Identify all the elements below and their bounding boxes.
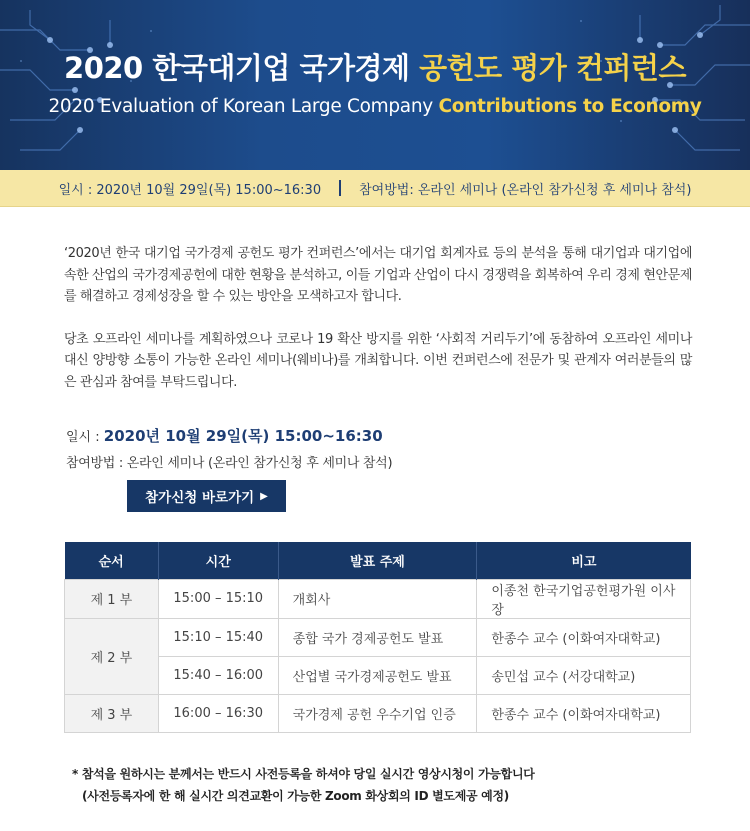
- header-order: 순서: [65, 542, 159, 579]
- time-cell: 15:10 – 15:40: [158, 618, 278, 656]
- table-row: [65, 618, 691, 656]
- table-row: [65, 656, 691, 694]
- infobar-date: 일시 : 2020년 10월 29일(목) 15:00~16:30: [58, 182, 322, 198]
- time-cell: 15:00 – 15:10: [158, 579, 278, 618]
- topic-cell: 개회사: [278, 579, 477, 618]
- note-cell: 이종천 한국기업공헌평가원 이사장: [477, 579, 691, 618]
- table-header-row: [65, 542, 691, 579]
- table-row: [65, 694, 691, 732]
- note-cell: 한종수 교수 (이화여자대학교): [477, 618, 691, 656]
- topic-cell: 산업별 국가경제공헌도 발표: [278, 656, 477, 694]
- session-cell: 제 3 부: [65, 694, 159, 732]
- register-button[interactable]: [127, 480, 286, 512]
- schedule-table: [64, 542, 691, 733]
- register-button-label: 참가신청 바로가기: [145, 490, 255, 506]
- page-subtitle: [0, 96, 750, 117]
- participation-method: 참여방법 : 온라인 세미나 (온라인 참가신청 후 세미나 참석): [66, 456, 393, 471]
- time-cell: 16:00 – 16:30: [158, 694, 278, 732]
- title-prefix: 2020 한국대기업 국가경제: [64, 51, 420, 85]
- intro-paragraph-1: ‘2020년 한국 대기업 국가경제 공헌도 평가 컨퍼런스’에서는 대기업 회계자료 등의 분석을 통해 대기업과 대기업에 속한 산업의 국가경제공헌에 대한 현황을 분석하고, 이들 기업과 산업이 다시 경쟁력을 회복하여 우리 경제 현안문제를 해결하고 경제성장을 할 수 있는 방안을 모색하고자 합니다.: [64, 246, 692, 304]
- event-date: [66, 425, 383, 446]
- event-info-bar: [0, 170, 750, 207]
- event-date-value: 2020년 10월 29일(목) 15:00~16:30: [103, 427, 383, 445]
- play-arrow-icon: ▶: [260, 490, 268, 502]
- header-note: 비고: [477, 542, 691, 579]
- note-cell: 송민섭 교수 (서강대학교): [477, 656, 691, 694]
- page-title: [0, 46, 750, 87]
- session-cell: 제 1 부: [65, 579, 159, 618]
- subtitle-highlight: Contributions to Economy: [438, 96, 702, 117]
- subtitle-prefix: 2020 Evaluation of Korean Large Company: [48, 96, 439, 117]
- note-cell: 한종수 교수 (이화여자대학교): [477, 694, 691, 732]
- infobar-method: 참여방법: 온라인 세미나 (온라인 참가신청 후 세미나 참석): [359, 182, 692, 198]
- intro-paragraph-2: 당초 오프라인 세미나를 계획하였으나 코로나 19 확산 방지를 위한 ‘사회적 거리두기’에 동참하여 오프라인 세미나 대신 양방향 소통이 가능한 온라인 세미나(웨비나)를 개최합니다. 이번 컨퍼런스에 전문가 및 관계자 여러분들의 많은 관심과 참여를 부탁드립니다.: [64, 331, 692, 390]
- intro-text: [64, 243, 692, 414]
- header-topic: 발표 주제: [278, 542, 477, 579]
- event-date-label: 일시 :: [66, 430, 104, 445]
- session-cell: 제 2 부: [65, 618, 159, 694]
- registration-notes: [72, 763, 535, 807]
- topic-cell: 종합 국가 경제공헌도 발표: [278, 618, 477, 656]
- title-highlight: 공헌도 평가 컨퍼런스: [419, 51, 686, 85]
- time-cell: 15:40 – 16:00: [158, 656, 278, 694]
- header-time: 시간: [158, 542, 278, 579]
- hero-banner: [0, 0, 750, 170]
- table-row: [65, 579, 691, 618]
- topic-cell: 국가경제 공헌 우수기업 인증: [278, 694, 477, 732]
- infobar-divider: [339, 180, 341, 196]
- note-line-1: * 참석을 원하시는 분께서는 반드시 사전등록을 하셔야 당일 실시간 영상시청이 가능합니다: [72, 767, 535, 781]
- note-line-2: (사전등록자에 한 해 실시간 의견교환이 가능한 Zoom 화상회의 ID 별도제공 예정): [82, 789, 509, 803]
